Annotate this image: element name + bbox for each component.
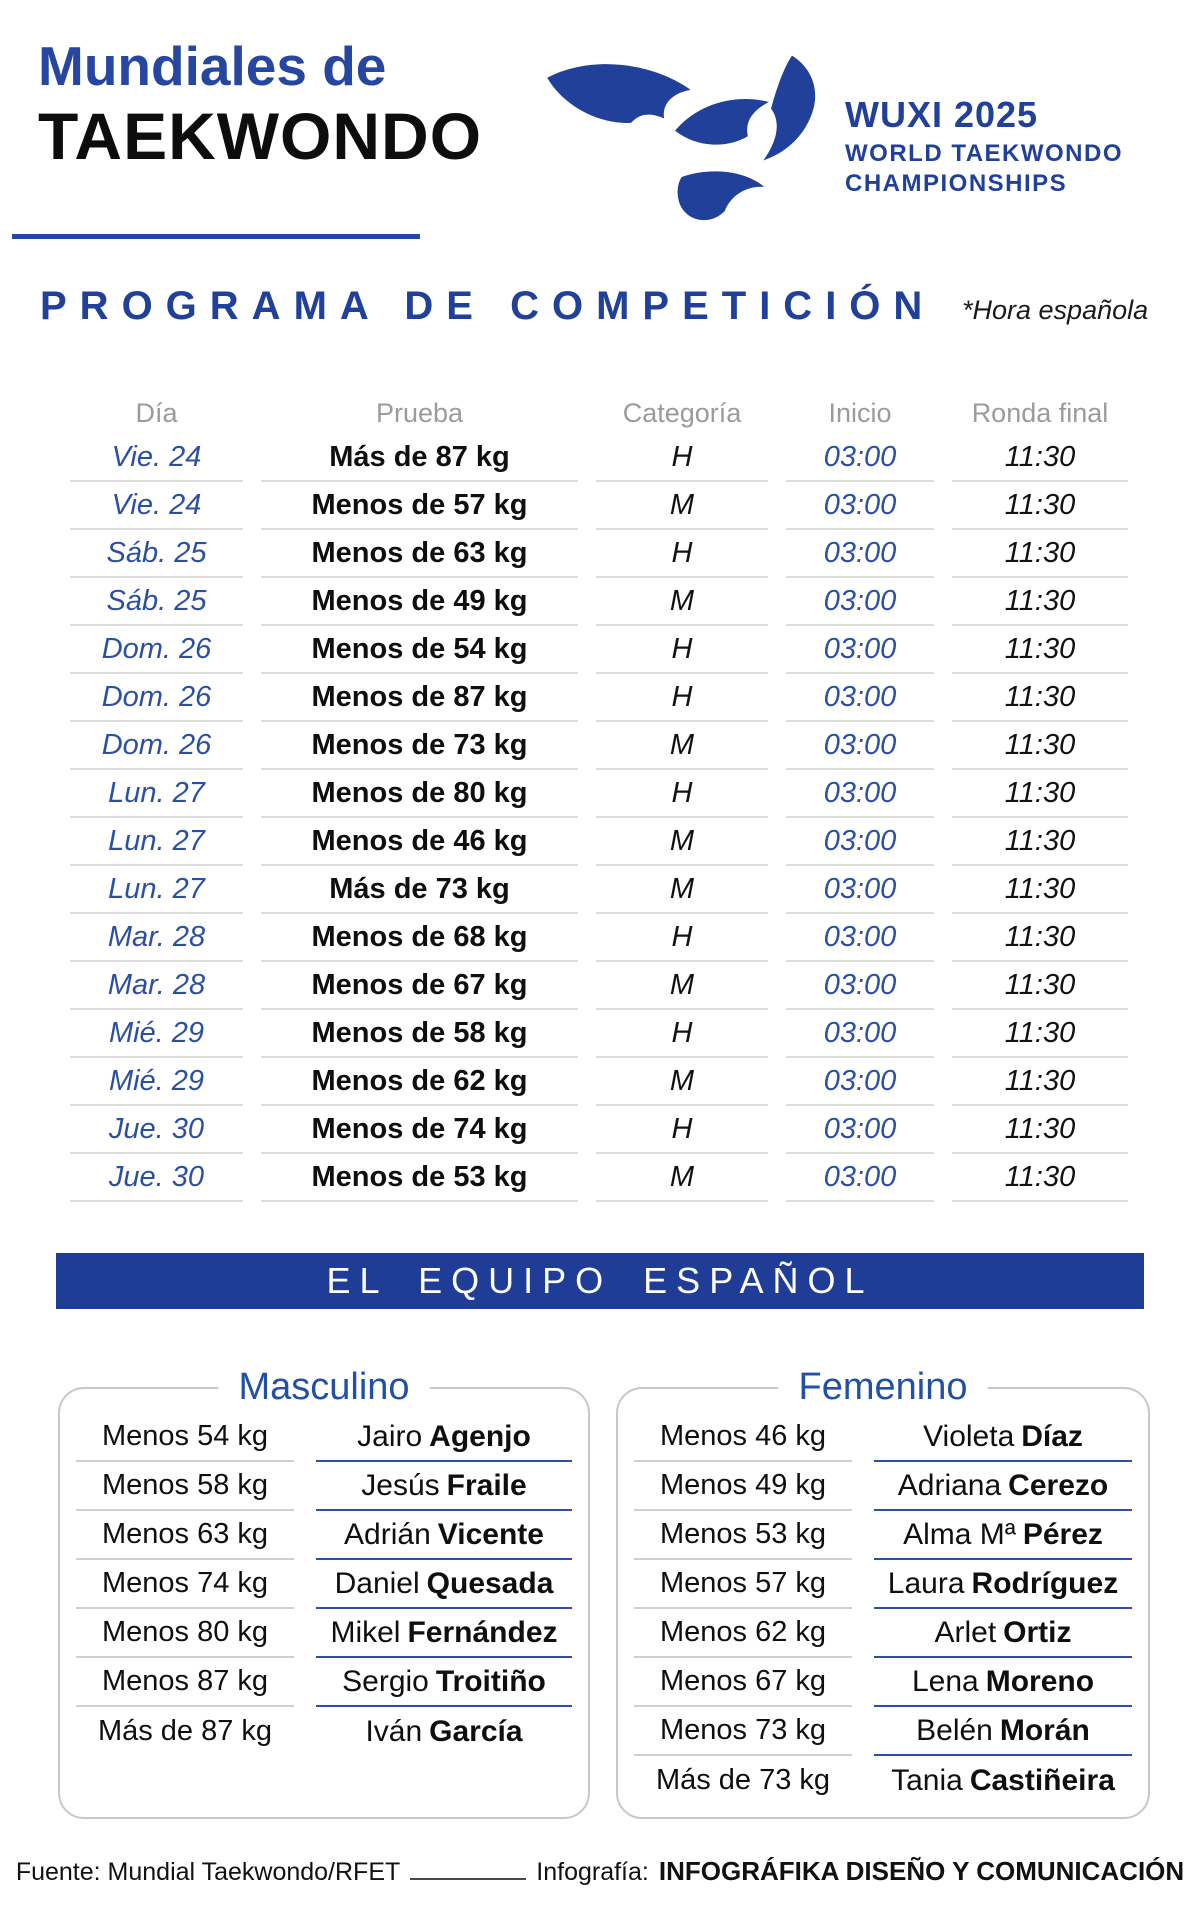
schedule-row [70,530,1128,578]
schedule-row [70,1106,1128,1154]
schedule-cell-category: H [596,674,768,722]
schedule-row [70,626,1128,674]
schedule-cell-event: Más de 87 kg [261,434,578,482]
schedule-cell-day: Mié. 29 [70,1010,243,1058]
team-member-weight: Menos 80 kg [76,1609,294,1658]
schedule-cell-day: Sáb. 25 [70,578,243,626]
team-member-row [634,1511,1132,1560]
schedule-row [70,578,1128,626]
team-member-row [76,1462,572,1511]
team-member-weight: Menos 57 kg [634,1560,852,1609]
schedule-cell-event: Menos de 67 kg [261,962,578,1010]
team-member-row [634,1462,1132,1511]
team-member-weight: Más de 87 kg [97,1715,273,1747]
schedule-cell-category: H [596,530,768,578]
column-header-event: Prueba [375,397,464,428]
schedule-cell-event: Menos de 74 kg [261,1106,578,1154]
schedule-cell-start: 03:00 [786,962,934,1010]
team-panel-female-title: Femenino [779,1363,988,1411]
team-member-row [634,1560,1132,1609]
schedule-row [70,1058,1128,1106]
team-member-name: Tania Castiñeira [891,1763,1115,1797]
team-member-row [634,1609,1132,1658]
schedule-cell-start: 03:00 [786,722,934,770]
schedule-row [70,770,1128,818]
schedule-cell-day: Jue. 30 [70,1154,243,1202]
team-member-weight: Menos 46 kg [634,1413,852,1462]
schedule-cell-day: Dom. 26 [70,674,243,722]
schedule-cell-start: 03:00 [786,914,934,962]
title-underline [12,234,420,239]
schedule-cell-day: Mar. 28 [70,962,243,1010]
schedule-cell-start: 03:00 [786,1154,934,1202]
team-member-name: Adrián Vicente [316,1511,572,1560]
schedule-cell-event: Menos de 49 kg [261,578,578,626]
schedule-row [70,434,1128,482]
team-member-weight: Menos 54 kg [76,1413,294,1462]
schedule-cell-event: Menos de 73 kg [261,722,578,770]
schedule-cell-category: H [596,770,768,818]
team-member-row [634,1658,1132,1707]
schedule-cell-final: 11:30 [952,1106,1128,1154]
schedule-cell-start: 03:00 [786,530,934,578]
schedule-cell-event: Menos de 58 kg [261,1010,578,1058]
team-member-weight: Menos 53 kg [634,1511,852,1560]
schedule-cell-final: 11:30 [952,914,1128,962]
team-member-name: Belén Morán [874,1707,1132,1756]
schedule-cell-event: Más de 73 kg [261,866,578,914]
team-member-row [76,1658,572,1707]
column-header-category: Categoría [622,397,742,428]
schedule-row [70,482,1128,530]
schedule-cell-event: Menos de 68 kg [261,914,578,962]
schedule-cell-start: 03:00 [786,674,934,722]
schedule-cell-category: M [596,482,768,530]
schedule-cell-day: Mar. 28 [70,914,243,962]
schedule-cell-event: Menos de 80 kg [261,770,578,818]
team-panel-female [616,1366,1150,1819]
schedule-cell-category: H [596,626,768,674]
schedule-cell-category: M [596,1154,768,1202]
team-member-row [634,1413,1132,1462]
team-member-weight: Menos 87 kg [76,1658,294,1707]
team-member-name: Laura Rodríguez [874,1560,1132,1609]
schedule-cell-final: 11:30 [952,1154,1128,1202]
schedule-cell-final: 11:30 [952,1010,1128,1058]
team-member-row [76,1511,572,1560]
schedule-cell-event: Menos de 63 kg [261,530,578,578]
schedule-cell-final: 11:30 [952,434,1128,482]
schedule-cell-category: M [596,722,768,770]
schedule-cell-final: 11:30 [952,626,1128,674]
schedule-row [70,866,1128,914]
schedule-cell-start: 03:00 [786,482,934,530]
timezone-note: *Hora española [962,295,1149,325]
footer-credit: INFOGRÁFIKA DISEÑO Y COMUNICACIÓN [658,1856,1185,1886]
schedule-cell-category: M [596,1058,768,1106]
schedule-cell-day: Dom. 26 [70,722,243,770]
footer-credit-label: Infografía: [536,1858,649,1886]
team-member-row [76,1707,572,1756]
column-header-start: Inicio [828,397,892,428]
team-banner-label: EL EQUIPO ESPAÑOL [326,1260,874,1301]
team-member-weight: Menos 49 kg [634,1462,852,1511]
schedule-row [70,674,1128,722]
schedule-cell-category: M [596,578,768,626]
schedule-cell-start: 03:00 [786,578,934,626]
schedule-cell-event: Menos de 87 kg [261,674,578,722]
logo-event-name: WUXI 2025 [845,94,1039,135]
footer-source: Fuente: Mundial Taekwondo/RFET [15,1858,401,1886]
schedule-cell-event: Menos de 62 kg [261,1058,578,1106]
schedule-cell-event: Menos de 46 kg [261,818,578,866]
team-member-weight: Menos 63 kg [76,1511,294,1560]
team-member-name: Adriana Cerezo [874,1462,1132,1511]
team-member-name: Violeta Díaz [874,1413,1132,1462]
logo-event-line3: CHAMPIONSHIPS [845,170,1068,197]
schedule-cell-start: 03:00 [786,434,934,482]
schedule-cell-category: H [596,434,768,482]
team-member-name: Iván García [365,1714,523,1748]
team-female-rows [618,1389,1148,1805]
team-member-weight: Menos 62 kg [634,1609,852,1658]
team-male-rows [60,1389,588,1756]
schedule-cell-final: 11:30 [952,1058,1128,1106]
schedule-cell-day: Lun. 27 [70,866,243,914]
schedule-cell-event: Menos de 57 kg [261,482,578,530]
schedule-cell-final: 11:30 [952,722,1128,770]
team-member-name: Jairo Agenjo [316,1413,572,1462]
logo-event-line2: WORLD TAEKWONDO [845,140,1124,167]
schedule-cell-final: 11:30 [952,530,1128,578]
team-member-weight: Menos 74 kg [76,1560,294,1609]
schedule-cell-final: 11:30 [952,482,1128,530]
schedule-cell-day: Lun. 27 [70,770,243,818]
schedule-cell-final: 11:30 [952,962,1128,1010]
schedule-cell-start: 03:00 [786,866,934,914]
footer-divider-line [410,1878,526,1880]
team-member-name: Daniel Quesada [316,1560,572,1609]
schedule-table [70,392,1128,1202]
team-panel-male [58,1366,590,1819]
schedule-cell-day: Mié. 29 [70,1058,243,1106]
schedule-cell-event: Menos de 53 kg [261,1154,578,1202]
schedule-row [70,1010,1128,1058]
team-member-name: Mikel Fernández [316,1609,572,1658]
schedule-cell-day: Lun. 27 [70,818,243,866]
title-line-1: Mundiales de [38,35,387,97]
schedule-row [70,818,1128,866]
team-member-row [76,1609,572,1658]
schedule-cell-start: 03:00 [786,626,934,674]
event-logo-text [845,94,1123,198]
schedule-cell-start: 03:00 [786,1106,934,1154]
schedule-row [70,914,1128,962]
schedule-cell-category: M [596,962,768,1010]
schedule-row [70,962,1128,1010]
team-member-name: Sergio Troitiño [316,1658,572,1707]
program-heading: PROGRAMA DE COMPETICIÓN [40,284,936,328]
schedule-cell-day: Vie. 24 [70,434,243,482]
schedule-cell-final: 11:30 [952,674,1128,722]
schedule-cell-final: 11:30 [952,578,1128,626]
team-member-weight: Menos 73 kg [634,1707,852,1756]
schedule-row [70,1154,1128,1202]
team-banner [56,1253,1144,1309]
team-member-row [634,1707,1132,1756]
team-member-weight: Más de 73 kg [655,1764,831,1796]
schedule-cell-category: H [596,1106,768,1154]
team-member-weight: Menos 58 kg [76,1462,294,1511]
schedule-cell-final: 11:30 [952,818,1128,866]
schedule-table-body [70,434,1128,1202]
schedule-cell-start: 03:00 [786,1058,934,1106]
column-header-final: Ronda final [971,397,1109,428]
schedule-cell-day: Sáb. 25 [70,530,243,578]
page-title [38,35,483,173]
schedule-cell-start: 03:00 [786,1010,934,1058]
column-header-day: Día [135,397,178,428]
team-member-row [634,1756,1132,1805]
schedule-cell-event: Menos de 54 kg [261,626,578,674]
schedule-cell-day: Dom. 26 [70,626,243,674]
team-member-weight: Menos 67 kg [634,1658,852,1707]
team-member-row [76,1560,572,1609]
team-member-name: Alma Mª Pérez [874,1511,1132,1560]
schedule-cell-category: M [596,818,768,866]
schedule-cell-start: 03:00 [786,818,934,866]
schedule-cell-start: 03:00 [786,770,934,818]
footer [0,1856,1200,1887]
team-panel-male-title: Masculino [218,1363,429,1411]
team-member-name: Jesús Fraile [316,1462,572,1511]
schedule-header-row [70,392,1128,434]
schedule-cell-final: 11:30 [952,866,1128,914]
schedule-cell-category: H [596,1010,768,1058]
schedule-cell-day: Vie. 24 [70,482,243,530]
wuxi-logo-swoosh-icon [545,50,835,230]
schedule-cell-category: M [596,866,768,914]
team-member-name: Lena Moreno [874,1658,1132,1707]
schedule-cell-day: Jue. 30 [70,1106,243,1154]
schedule-cell-final: 11:30 [952,770,1128,818]
team-member-name: Arlet Ortiz [874,1609,1132,1658]
schedule-row [70,722,1128,770]
schedule-cell-category: H [596,914,768,962]
title-line-2: TAEKWONDO [38,98,483,173]
team-member-row [76,1413,572,1462]
